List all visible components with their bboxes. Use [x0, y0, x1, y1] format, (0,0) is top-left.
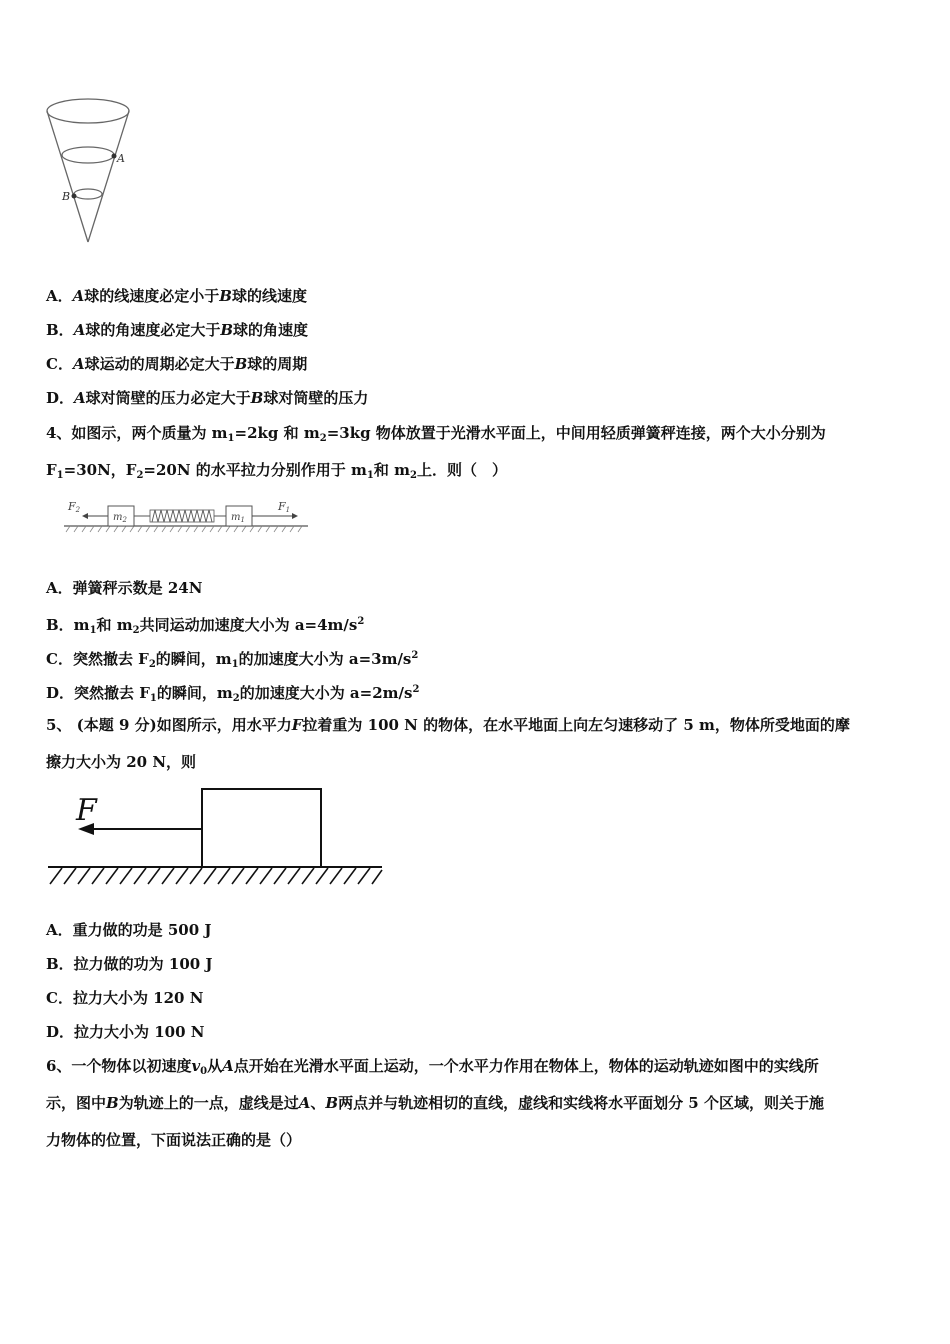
- cone-left-edge: [47, 111, 88, 242]
- label-a: A: [117, 152, 125, 165]
- q4-stem-line2: $F_1=30N$，$F_2=20N$ 的水平拉力分别作用于 $m_1$和 $m_2$上．则（ ）: [46, 461, 507, 481]
- q3-option-d: D．A球对筒壁的压力必定大于B球对筒壁的压力: [46, 389, 369, 407]
- q3-option-b: B．A球的角速度必定大于B球的角速度: [46, 321, 309, 339]
- q4-option-d: D．突然撤去 $F_1$的瞬间，$m_2$的加速度大小为 $a=2m/s^2$: [46, 684, 420, 704]
- ground-hatch: [50, 868, 382, 884]
- ground-hatching: [66, 526, 302, 532]
- f2-arrowhead: [82, 513, 88, 519]
- orbit-b: [74, 189, 102, 199]
- q6-stem-line3: 力物体的位置，下面说法正确的是（）: [46, 1131, 302, 1149]
- q3-option-a: A．A球的线速度必定小于B球的线速度: [46, 287, 307, 305]
- spring-figure: [60, 496, 312, 536]
- q5-stem-line1: 5、 (本题 9 分)如图所示，用水平力F拉着重为 100 N 的物体，在水平地面上向左匀速移动了 5 m，物体所受地面的摩: [46, 716, 850, 734]
- f1-label: F1: [278, 500, 291, 514]
- force-label: F: [76, 793, 97, 828]
- q4-stem-line1: 4、如图示，两个质量为 $m_1=2kg$ 和 $m_2=3kg$ 物体放置于光滑水平面上，中间用轻质弹簧秤连接，两个大小分别为: [46, 424, 826, 444]
- q6-stem-line2: 示，图中B为轨迹上的一点，虚线是过A、B两点并与轨迹相切的直线，虚线和实线将水平面划分 5 个区域，则关于施: [46, 1094, 824, 1112]
- ball-b: [72, 194, 77, 199]
- q5-option-c: C．拉力大小为 120 N: [46, 989, 204, 1007]
- orbit-a: [62, 147, 114, 163]
- block: [202, 789, 321, 867]
- block-figure: [44, 786, 386, 888]
- cone-top-rim: [47, 99, 129, 123]
- cone-right-edge: [88, 111, 129, 242]
- q4-option-a: A．弹簧秤示数是 24N: [46, 579, 203, 597]
- cone-figure: [44, 96, 136, 248]
- ball-a: [112, 154, 117, 159]
- q4-option-c: C．突然撤去 $F_2$的瞬间，$m_1$的加速度大小为 $a=3m/s^2$: [46, 650, 419, 670]
- f1-arrowhead: [292, 513, 298, 519]
- q5-stem-line2: 擦力大小为 20 N，则: [46, 753, 197, 771]
- label-b: B: [62, 190, 71, 203]
- f2-label: F2: [68, 500, 81, 514]
- q5-option-a: A．重力做的功是 500 J: [46, 921, 212, 939]
- q5-option-d: D．拉力大小为 100 N: [46, 1023, 205, 1041]
- mass-m2-label: $m_2$: [113, 512, 127, 524]
- mass-m1-label: $m_1$: [231, 512, 245, 524]
- q6-stem-line1: 6、一个物体以初速度$v_0$从A点开始在光滑水平面上运动，一个水平力作用在物体上，物体的运动轨迹如图中的实线所: [46, 1057, 819, 1077]
- q3-option-c: C．A球运动的周期必定大于B球的周期: [46, 355, 308, 373]
- q5-option-b: B．拉力做的功为 100 J: [46, 955, 213, 973]
- q4-option-b: B．$m_1$和 $m_2$共同运动加速度大小为 $a=4m/s^2$: [46, 616, 365, 636]
